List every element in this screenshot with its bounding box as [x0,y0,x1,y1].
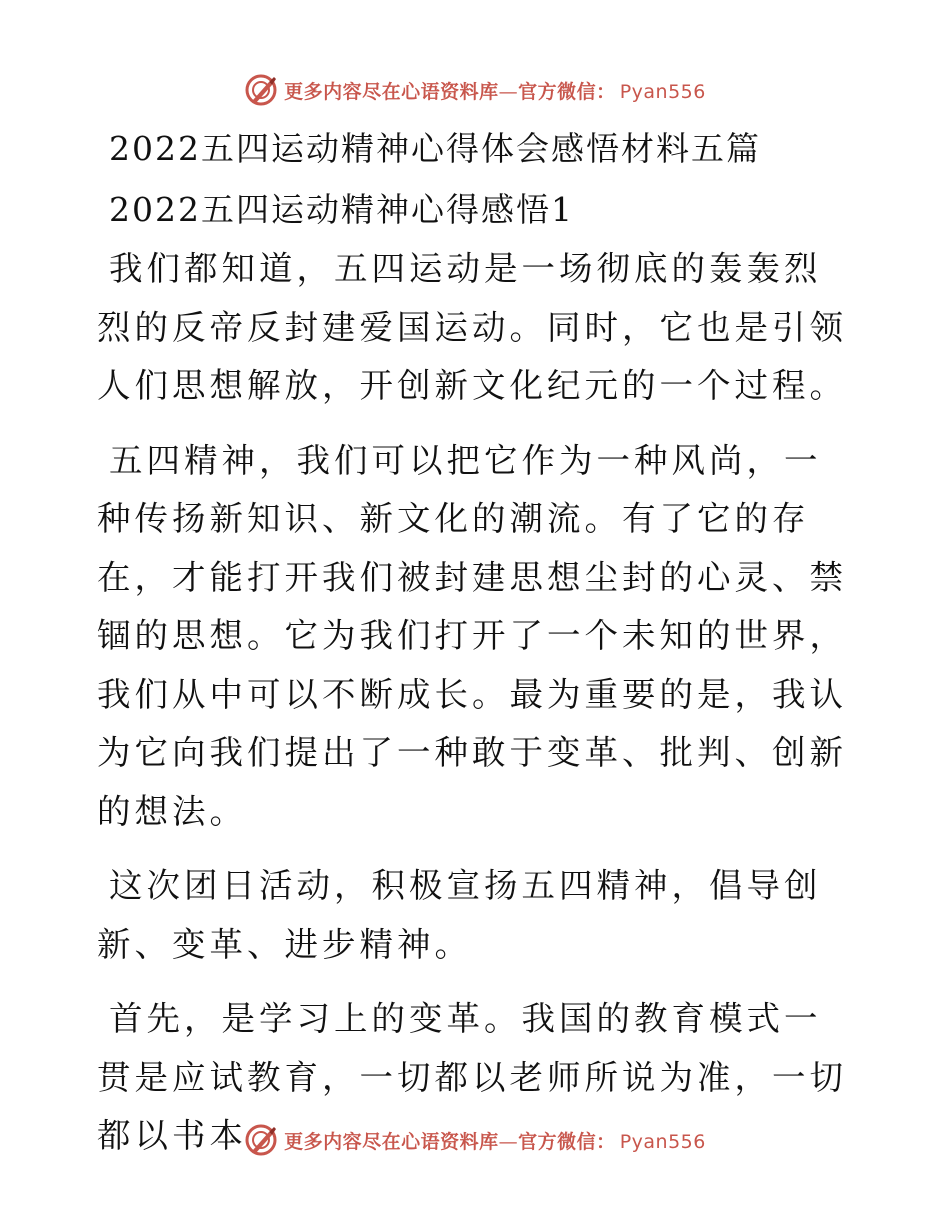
watermark-lead: 更多内容尽在心语资料库 [284,1130,499,1153]
watermark-text [284,1127,706,1154]
paragraph: 五四精神，我们可以把它作为一种风尚，一种传扬新知识、新文化的潮流。有了它的存在，才能打开我们被封建思想尘封的心灵、禁锢的思想。它为我们打开了一个未知的世界，我们从中可以不断成长。最为重要的是，我认为它向我们提出了一种敢于变革、批判、创新的想法。 [97,440,847,831]
document-subtitle: 2022五四运动精神心得感悟1 [109,190,574,229]
footer-watermark-banner [0,1120,950,1160]
pen-logo-icon [244,1123,278,1157]
document-title: 2022五四运动精神心得体会感悟材料五篇 [109,129,761,168]
paragraph: 这次团日活动，积极宣扬五四精神，倡导创新、变革、进步精神。 [97,866,822,964]
pen-logo-icon [244,73,278,107]
paragraph: 首先，是学习上的变革。我国的教育模式一贯是应试教育，一切都以老师所说为准，一切都以书本 [97,999,847,1155]
paragraph: 我们都知道，五四运动是一场彻底的轰轰烈烈的反帝反封建爱国运动。同时，它也是引领人们思想解放，开创新文化纪元的一个过程。 [97,249,847,405]
watermark-wechat-label: 官方微信： [518,80,616,103]
watermark-wechat-handle: Pyan556 [619,1130,706,1153]
watermark-wechat-label: 官方微信： [518,1130,616,1153]
watermark-lead: 更多内容尽在心语资料库 [284,80,499,103]
watermark-text [284,77,706,104]
document-body [97,118,857,1166]
header-watermark-banner [0,70,950,110]
watermark-dash: — [498,80,519,103]
watermark-wechat-handle: Pyan556 [619,80,706,103]
watermark-dash: — [498,1130,519,1153]
